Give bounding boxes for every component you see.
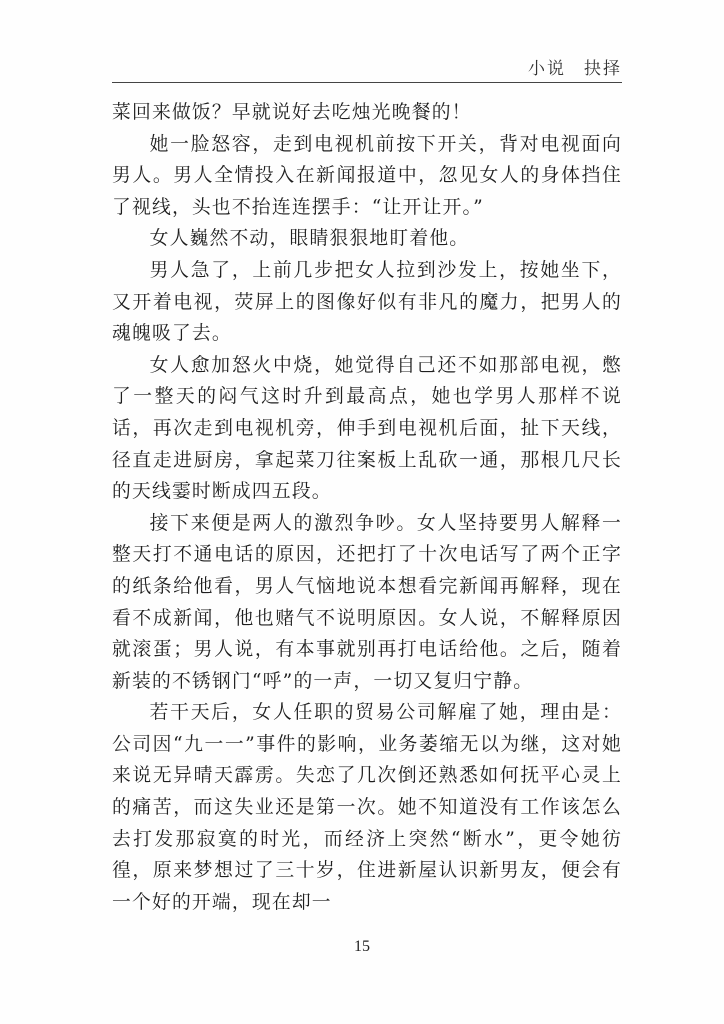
running-header (112, 54, 622, 80)
paragraph: 若干天后，女人任职的贸易公司解雇了她，理由是：公司因“九一一”事件的影响，业务萎缩无以为继，这对她来说无异晴天霹雳。失恋了几次倒还熟悉如何抚平心灵上的痛苦，而这失业还是第一次。她不知道没有工作该怎么去打发那寂寞的时光，而经济上突然“断水”，更令她彷徨，原来梦想过了三十岁，住进新屋认识新男友，便会有一个好的开端，现在却一 (112, 702, 622, 913)
header-rule (112, 82, 622, 83)
paragraph: 男人急了，上前几步把女人拉到沙发上，按她坐下，又开着电视，荧屏上的图像好似有非凡的魔力，把男人的魂魄吸了去。 (112, 259, 622, 345)
paragraph: 女人巍然不动，眼睛狠狠地盯着他。 (149, 228, 470, 250)
body-text (112, 97, 622, 918)
paragraph-continued: 菜回来做饭？早就说好去吃烛光晚餐的！ (112, 102, 472, 123)
page-number: 15 (354, 938, 370, 955)
paragraph: 女人愈加怒火中烧，她觉得自己还不如那部电视，憋了一整天的闷气这时升到最高点，她也学男人那样不说话，再次走到电视机旁，伸手到电视机后面，扯下天线，径直走进厨房，拿起菜刀往案板上乱砍一通，那根几尺长的天线霎时断成四五段。 (112, 354, 622, 503)
header-title: 抉择 (584, 59, 622, 79)
paragraph: 她一脸怒容，走到电视机前按下开关，背对电视面向男人。男人全情投入在新闻报道中，忽见女人的身体挡住了视线，头也不抬连连摆手：“让开让开。” (112, 133, 622, 218)
paragraph: 接下来便是两人的激烈争吵。女人坚持要男人解释一整天打不通电话的原因，还把打了十次电话写了两个正字的纸条给他看，男人气恼地说本想看完新闻再解释，现在看不成新闻，他也赌气不说明原因。女人说，不解释原因就滚蛋；男人说，有本事就别再打电话给他。之后，随着新装的不锈钢门“呼”的一声，一切又复归宁静。 (112, 512, 622, 692)
header-category: 小说 (528, 59, 566, 79)
